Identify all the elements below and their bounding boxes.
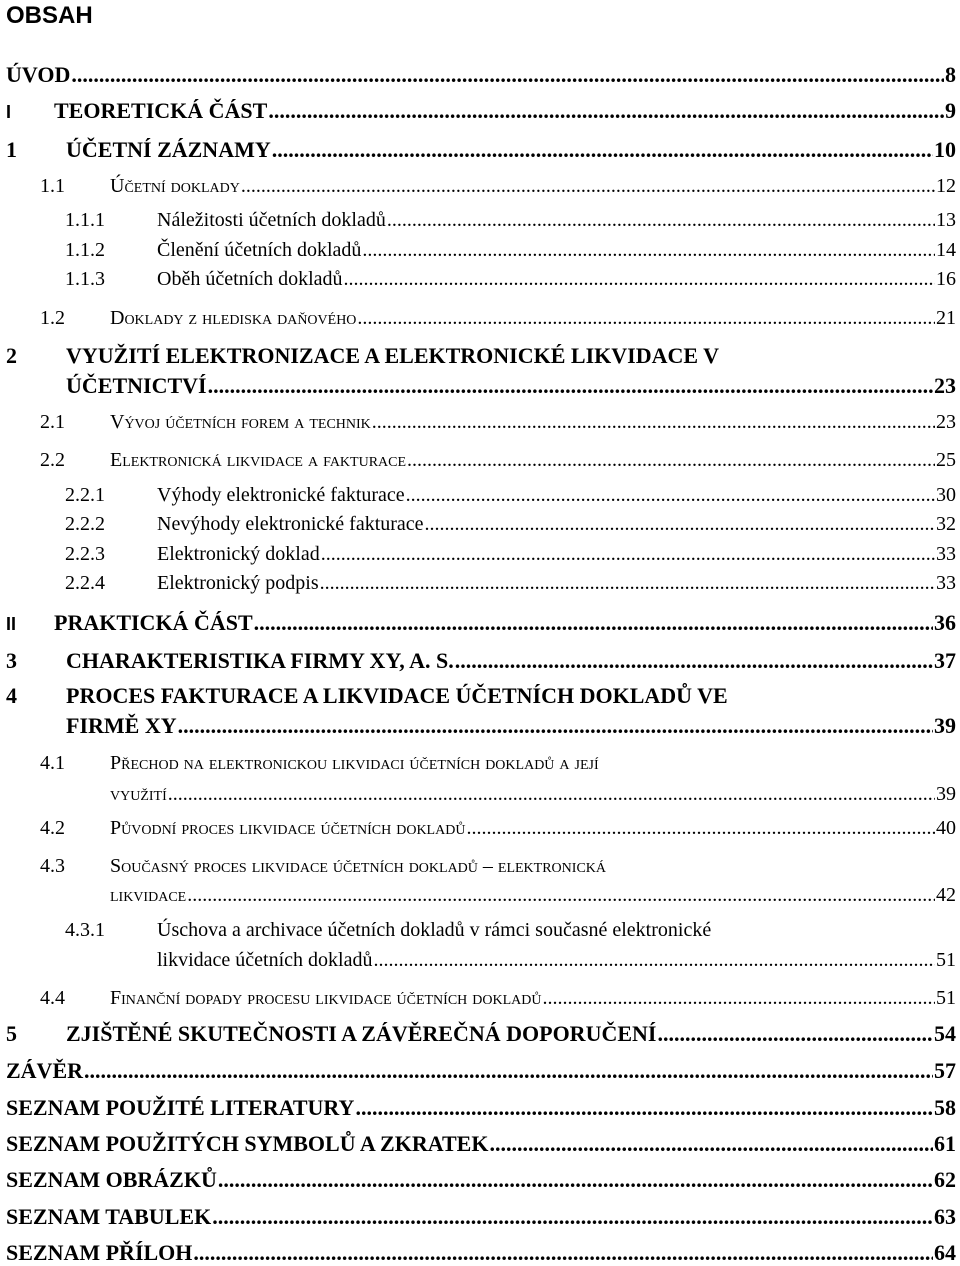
toc-page-number: 23 (934, 373, 956, 398)
toc-page-number: 40 (936, 817, 956, 839)
toc-entry-title: Nevýhody elektronické fakturace (157, 513, 424, 535)
toc-entry-section-4-1-line1[interactable] (40, 752, 599, 775)
toc-page-number: 16 (936, 268, 956, 290)
toc-page-number: 61 (934, 1131, 956, 1156)
toc-entry-title: Členění účetních dokladů (157, 239, 362, 261)
toc-entry-section-2-2[interactable] (40, 449, 956, 472)
toc-leader-dots (455, 648, 933, 674)
toc-entry-part-2[interactable] (6, 610, 956, 636)
toc-page-number: 32 (936, 513, 956, 535)
toc-entry-title: Elektronický doklad (157, 543, 320, 565)
toc-leader-dots (425, 513, 935, 536)
toc-leader-dots (193, 1240, 933, 1266)
toc-leader-dots (373, 949, 935, 972)
toc-entry-subsection-4-3-1[interactable] (157, 949, 956, 972)
toc-leader-dots (272, 137, 933, 163)
toc-entry-title: Výhody elektronické fakturace (157, 484, 405, 506)
toc-entry-number: 1 (6, 137, 17, 162)
toc-entry-obrazky[interactable] (6, 1167, 956, 1193)
toc-entry-title: SEZNAM OBRÁZKŮ (6, 1167, 217, 1192)
toc-entry-title: Elektronická likvidace a fakturace (110, 449, 407, 471)
toc-entry-section-4-3-line1[interactable] (40, 855, 606, 878)
toc-entry-number: 1.1.3 (65, 268, 105, 290)
toc-entry-title: SEZNAM POUŽITÝCH SYMBOLŮ A ZKRATEK (6, 1131, 489, 1156)
toc-entry-number: 1.2 (40, 307, 65, 329)
toc-page-number: 54 (934, 1021, 956, 1046)
toc-entry-title: Doklady z hlediska daňového (110, 307, 357, 329)
toc-entry-number: 2.2.3 (65, 543, 105, 565)
toc-entry-title: CHARAKTERISTIKA FIRMY XY, A. S. (66, 648, 454, 673)
toc-page-number: 25 (936, 449, 956, 471)
toc-page-number: 39 (936, 783, 956, 805)
toc-leader-dots (407, 449, 935, 472)
toc-leader-dots (71, 62, 944, 88)
toc-leader-dots (268, 98, 944, 124)
toc-entry-section-2-1[interactable] (40, 411, 956, 434)
toc-entry-uvod[interactable] (6, 62, 956, 88)
toc-page-number: 64 (934, 1240, 956, 1265)
toc-leader-dots (84, 1058, 933, 1084)
toc-entry-title: Finanční dopady procesu likvidace účetních dokladů (110, 987, 542, 1009)
toc-entry-title: SEZNAM TABULEK (6, 1204, 212, 1229)
toc-entry-title: Účetní doklady (110, 175, 240, 197)
toc-entry-number: 4.3.1 (65, 919, 105, 941)
toc-entry-number: 4.1 (40, 752, 65, 774)
toc-page-number: 30 (936, 484, 956, 506)
toc-leader-dots (489, 1131, 933, 1157)
toc-entry-chapter-4-line1[interactable] (6, 683, 728, 709)
toc-entry-subsection-4-3-1-line1[interactable] (65, 919, 711, 942)
toc-page-number: 9 (945, 98, 956, 123)
toc-entry-number: 2.2.1 (65, 484, 105, 506)
toc-entry-number: 4.2 (40, 817, 65, 839)
toc-page-number: 58 (934, 1095, 956, 1120)
toc-entry-title: TEORETICKÁ ČÁST (54, 98, 268, 123)
toc-entry-number: 5 (6, 1021, 17, 1046)
toc-entry-number: 4.3 (40, 855, 65, 877)
toc-page-number: 33 (936, 543, 956, 565)
toc-leader-dots (657, 1021, 933, 1047)
toc-entry-number: II (6, 614, 17, 634)
toc-leader-dots (254, 610, 933, 636)
toc-entry-literatura[interactable] (6, 1095, 956, 1121)
toc-page-number: 57 (934, 1058, 956, 1083)
toc-entry-title: SEZNAM POUŽITÉ LITERATURY (6, 1095, 355, 1120)
toc-entry-title: Náležitosti účetních dokladů (157, 209, 386, 231)
toc-page-number: 13 (936, 209, 956, 231)
toc-entry-number: 1.1.1 (65, 209, 105, 231)
toc-leader-dots (344, 268, 936, 291)
toc-entry-chapter-3[interactable] (6, 648, 956, 674)
toc-entry-tabulky[interactable] (6, 1204, 956, 1230)
toc-entry-title: Elektronický podpis (157, 572, 319, 594)
toc-page-number: 63 (934, 1204, 956, 1229)
toc-entry-title-continuation: ÚČETNICTVÍ (66, 373, 207, 398)
toc-entry-zkratky[interactable] (6, 1131, 956, 1157)
toc-entry-title: Současný proces likvidace účetních dokladů – elektronická (110, 855, 606, 877)
toc-leader-dots (355, 1095, 933, 1121)
toc-entry-number: 2.2.4 (65, 572, 105, 594)
toc-entry-title: Vývoj účetních forem a technik (110, 411, 371, 433)
toc-page-number: 21 (936, 307, 956, 329)
toc-leader-dots (178, 713, 933, 739)
toc-leader-dots (218, 1167, 933, 1193)
toc-leader-dots (387, 209, 935, 232)
toc-entry-title: PROCES FAKTURACE A LIKVIDACE ÚČETNÍCH DOKLADŮ VE (66, 683, 728, 708)
toc-entry-chapter-1[interactable] (6, 137, 956, 163)
toc-entry-number: I (6, 102, 12, 122)
toc-page-number: 51 (936, 949, 956, 971)
toc-leader-dots (362, 239, 935, 262)
toc-leader-dots (208, 373, 933, 399)
toc-entry-title: Oběh účetních dokladů (157, 268, 343, 290)
toc-leader-dots (241, 175, 935, 198)
toc-leader-dots (187, 884, 935, 907)
toc-entry-number: 1.1.2 (65, 239, 105, 261)
toc-entry-title-continuation: FIRMĚ XY (66, 713, 177, 738)
toc-page-number: 23 (936, 411, 956, 433)
toc-leader-dots (543, 987, 936, 1010)
toc-leader-dots (212, 1204, 933, 1230)
toc-page-number: 33 (936, 572, 956, 594)
toc-entry-title: ZÁVĚR (6, 1058, 84, 1083)
toc-entry-subsection-2-2-1[interactable] (65, 484, 956, 507)
toc-page-number: 8 (945, 62, 956, 87)
toc-page-number: 12 (936, 175, 956, 197)
toc-page-number: 14 (936, 239, 956, 261)
toc-entry-number: 3 (6, 648, 17, 673)
toc-entry-title-continuation: likvidace (110, 884, 187, 906)
toc-entry-title: ÚVOD (6, 62, 71, 87)
toc-entry-title: VYUŽITÍ ELEKTRONIZACE A ELEKTRONICKÉ LIKVIDACE V (66, 343, 720, 368)
toc-entry-subsection-1-1-3[interactable] (65, 268, 956, 291)
toc-entry-section-4-1[interactable] (110, 783, 956, 806)
toc-entry-chapter-2-line1[interactable] (6, 343, 719, 369)
toc-leader-dots (320, 572, 935, 595)
toc-entry-section-4-4[interactable] (40, 987, 956, 1010)
toc-entry-number: 2.2 (40, 449, 65, 471)
toc-entry-part-1[interactable] (6, 98, 956, 124)
toc-entry-section-4-3[interactable] (110, 884, 956, 907)
toc-entry-chapter-4[interactable] (66, 713, 956, 739)
toc-leader-dots (406, 484, 935, 507)
toc-leader-dots (168, 783, 935, 806)
toc-entry-chapter-2[interactable] (66, 373, 956, 399)
toc-entry-prilohy[interactable] (6, 1240, 956, 1266)
toc-entry-number: 4.4 (40, 987, 65, 1009)
toc-page-number: 36 (934, 610, 956, 635)
toc-entry-title: Úschova a archivace účetních dokladů v rámci současné elektronické (157, 919, 712, 941)
toc-entry-title: SEZNAM PŘÍLOH (6, 1240, 193, 1265)
toc-entry-subsection-2-2-2[interactable] (65, 513, 956, 536)
toc-entry-title: Původní proces likvidace účetních dokladů (110, 817, 466, 839)
toc-entry-title: PRAKTICKÁ ČÁST (54, 610, 253, 635)
toc-page-number: 51 (936, 987, 956, 1009)
toc-leader-dots (466, 817, 935, 840)
toc-entry-section-1-1[interactable] (40, 175, 956, 198)
toc-entry-title-continuation: využití (110, 783, 167, 805)
toc-entry-zaver[interactable] (6, 1058, 956, 1084)
toc-entry-title: ZJIŠTĚNÉ SKUTEČNOSTI A ZÁVĚREČNÁ DOPORUČENÍ (66, 1021, 657, 1046)
toc-page-number: 37 (934, 648, 956, 673)
toc-entry-subsection-1-1-2[interactable] (65, 239, 956, 262)
toc-entry-chapter-5[interactable] (6, 1021, 956, 1047)
toc-entry-section-4-2[interactable] (40, 817, 956, 840)
toc-entry-number: 2 (6, 343, 17, 368)
toc-entry-subsection-2-2-3[interactable] (65, 543, 956, 566)
toc-page-number: 10 (934, 137, 956, 162)
toc-leader-dots (321, 543, 935, 566)
toc-entry-number: 4 (6, 683, 17, 708)
toc-entry-number: 2.2.2 (65, 513, 105, 535)
toc-page-number: 39 (934, 713, 956, 738)
toc-page-number: 62 (934, 1167, 956, 1192)
toc-entry-subsection-1-1-1[interactable] (65, 209, 956, 232)
toc-entry-number: 2.1 (40, 411, 65, 433)
toc-entry-title: ÚČETNÍ ZÁZNAMY (66, 137, 271, 162)
toc-entry-subsection-2-2-4[interactable] (65, 572, 956, 595)
toc-entry-title: Přechod na elektronickou likvidaci účetních dokladů a její (110, 752, 599, 774)
toc-leader-dots (357, 307, 935, 330)
page-title: OBSAH (6, 2, 93, 29)
toc-page-number: 42 (936, 884, 956, 906)
toc-entry-number: 1.1 (40, 175, 65, 197)
toc-leader-dots (372, 411, 935, 434)
toc-entry-title-continuation: likvidace účetních dokladů (157, 949, 373, 971)
toc-entry-section-1-2[interactable] (40, 307, 956, 330)
